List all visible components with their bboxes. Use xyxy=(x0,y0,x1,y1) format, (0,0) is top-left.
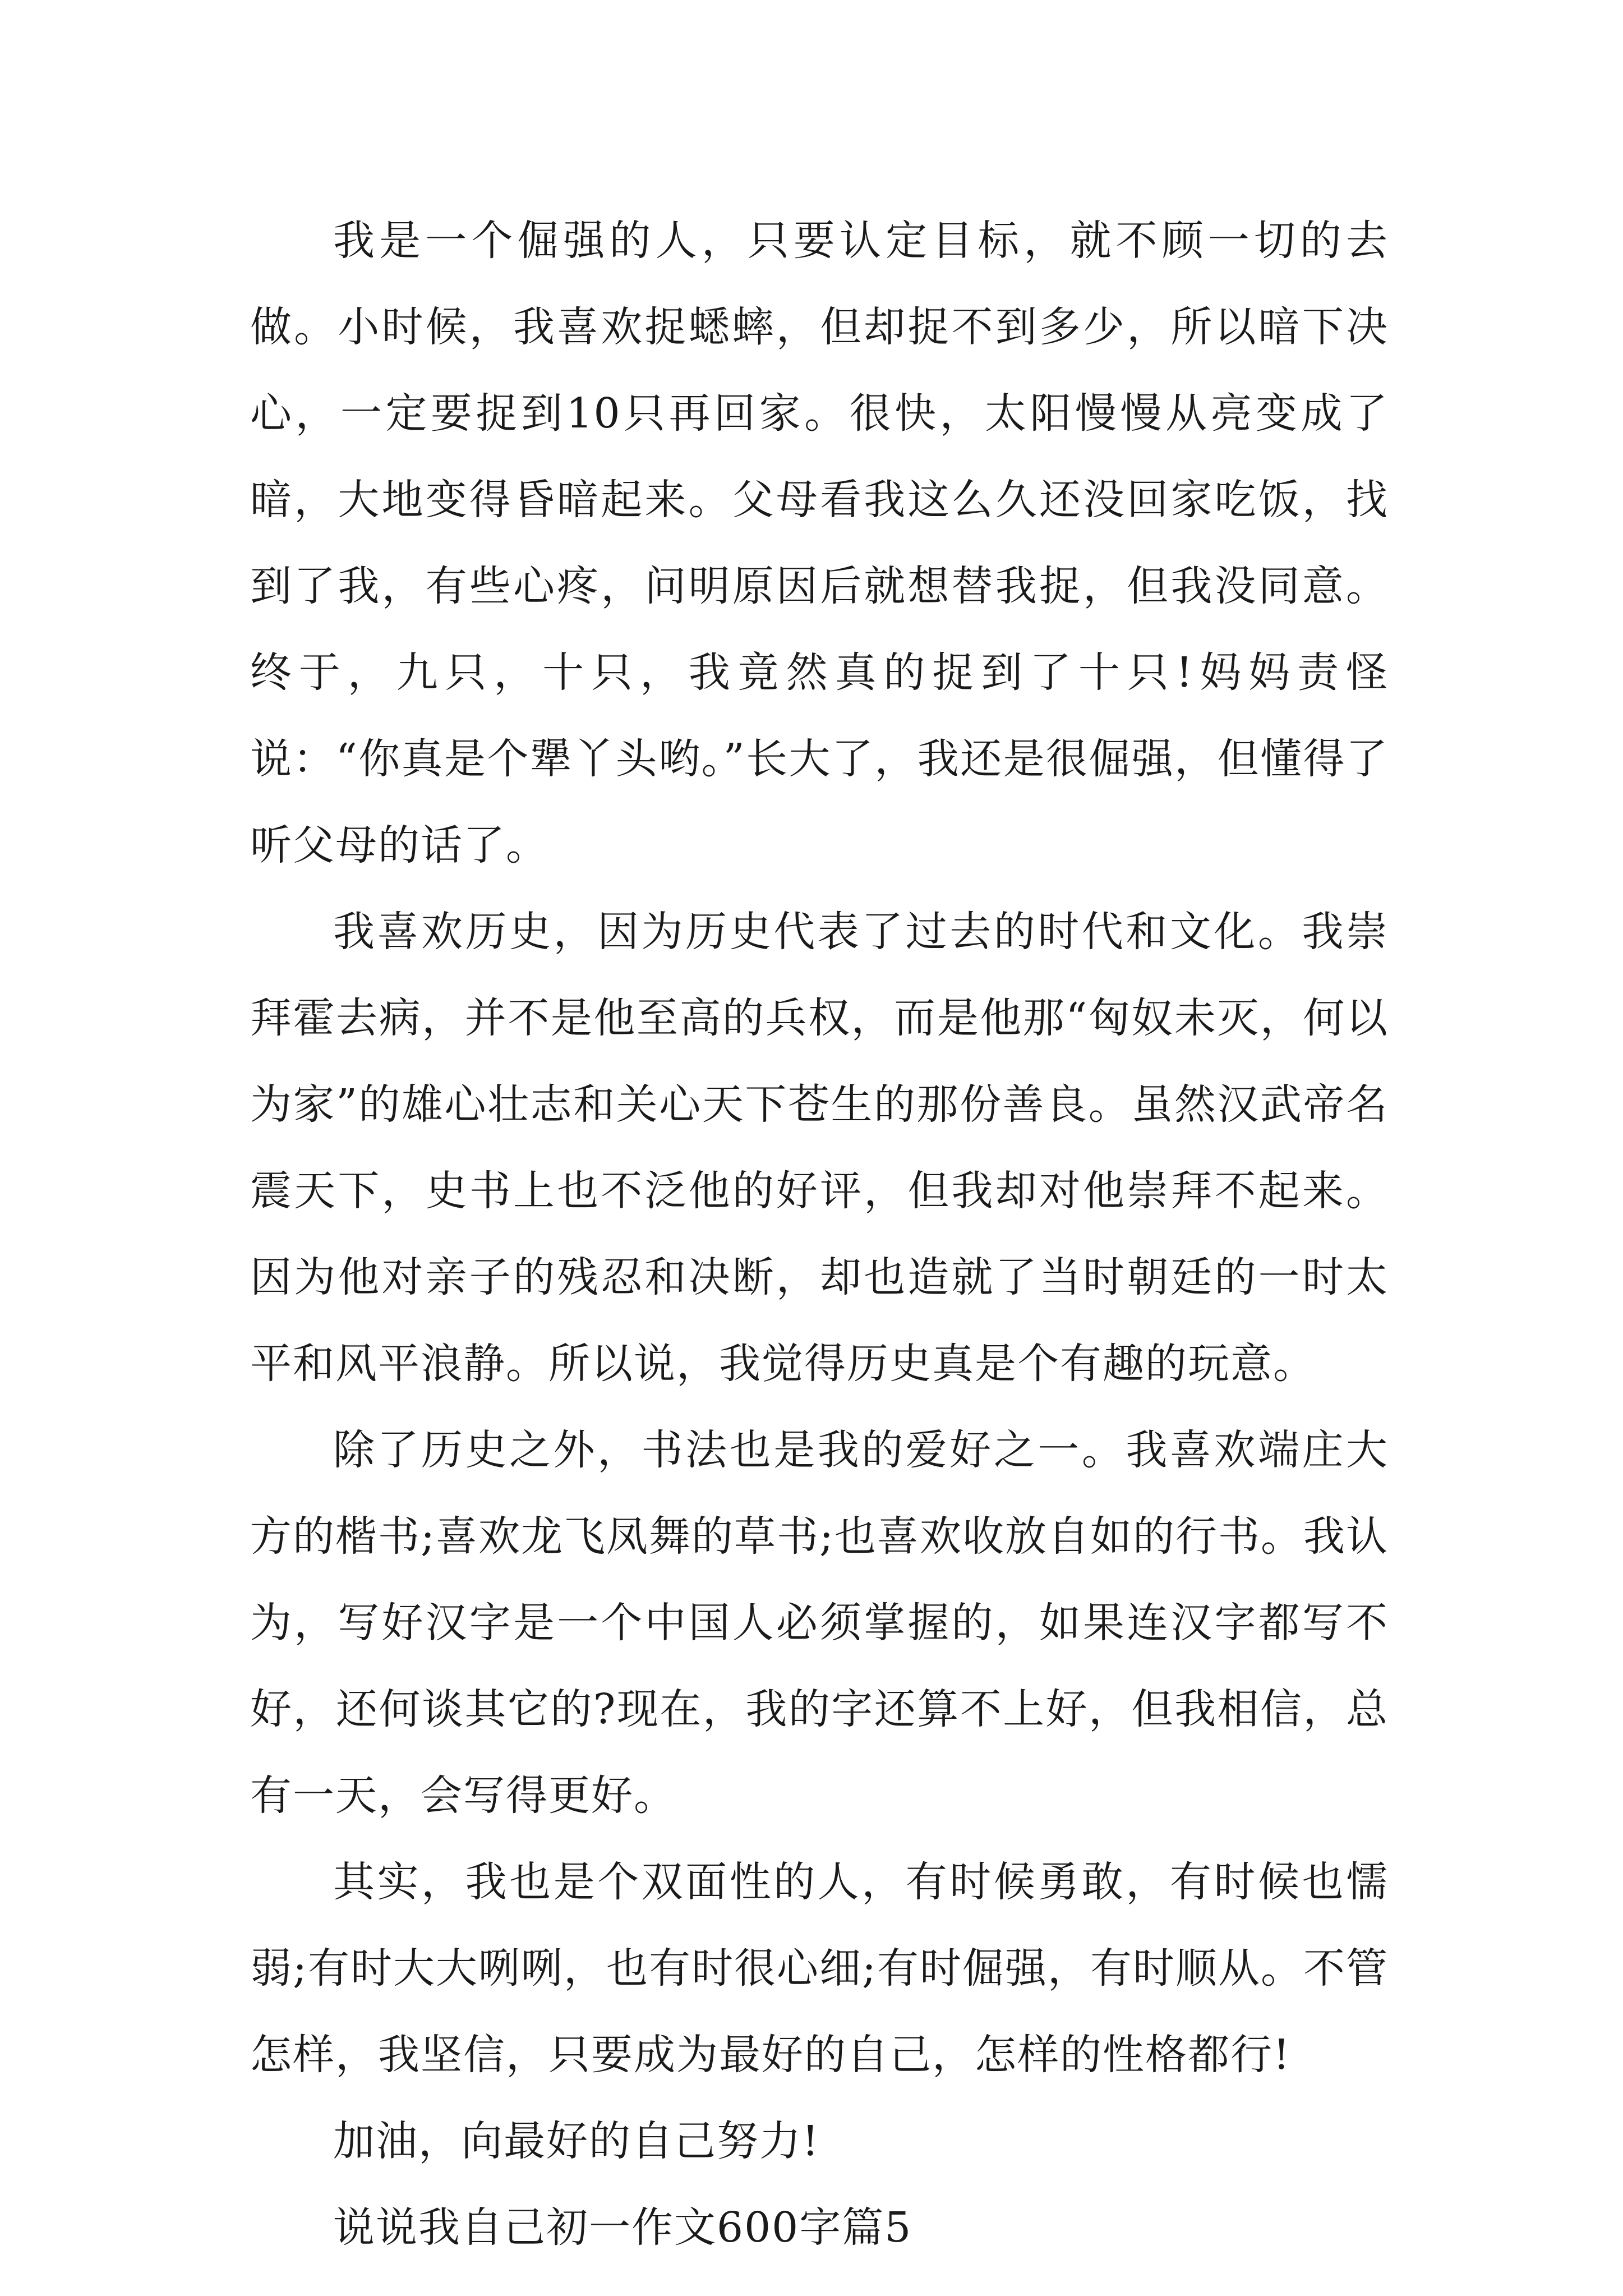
paragraph-two-sided: 其实，我也是个双面性的人，有时候勇敢，有时候也懦弱;有时大大咧咧，也有时很心细;有时倔强，有时顺从。不管怎样，我坚信，只要成为最好的自己，怎样的性格都行! xyxy=(250,1858,1389,2079)
paragraph-stubborn: 我是一个倔强的人，只要认定目标，就不顾一切的去做。小时候，我喜欢捉蟋蟀，但却捉不到多少，所以暗下决心，一定要捉到10只再回家。很快，太阳慢慢从亮变成了暗，大地变得昏暗起来。父母看我这么久还没回家吃饭，找到了我，有些心疼，问明原因后就想替我捉，但我没同意。终于，九只，十只，我竟然真的捉到了十只!妈妈责怪说：“你真是个犟丫头哟。”长大了，我还是很倔强，但懂得了听父母的话了。 xyxy=(250,217,1389,869)
section-heading: 说说我自己初一作文600字篇5 xyxy=(333,2203,912,2252)
document-body xyxy=(250,197,1389,2271)
paragraph-calligraphy: 除了历史之外，书法也是我的爱好之一。我喜欢端庄大方的楷书;喜欢龙飞凤舞的草书;也喜欢收放自如的行书。我认为，写好汉字是一个中国人必须掌握的，如果连汉字都写不好，还何谈其它的?现在，我的字还算不上好，但我相信，总有一天，会写得更好。 xyxy=(250,1426,1389,1820)
paragraph-history: 我喜欢历史，因为历史代表了过去的时代和文化。我崇拜霍去病，并不是他至高的兵权，而是他那“匈奴未灭，何以为家”的雄心壮志和关心天下苍生的那份善良。虽然汉武帝名震天下，史书上也不泛他的好评，但我却对他崇拜不起来。因为他对亲子的残忍和决断，却也造就了当时朝廷的一时太平和风平浪静。所以说，我觉得历史真是个有趣的玩意。 xyxy=(250,908,1389,1388)
paragraph-encouragement: 加油，向最好的自己努力! xyxy=(333,2117,820,2165)
